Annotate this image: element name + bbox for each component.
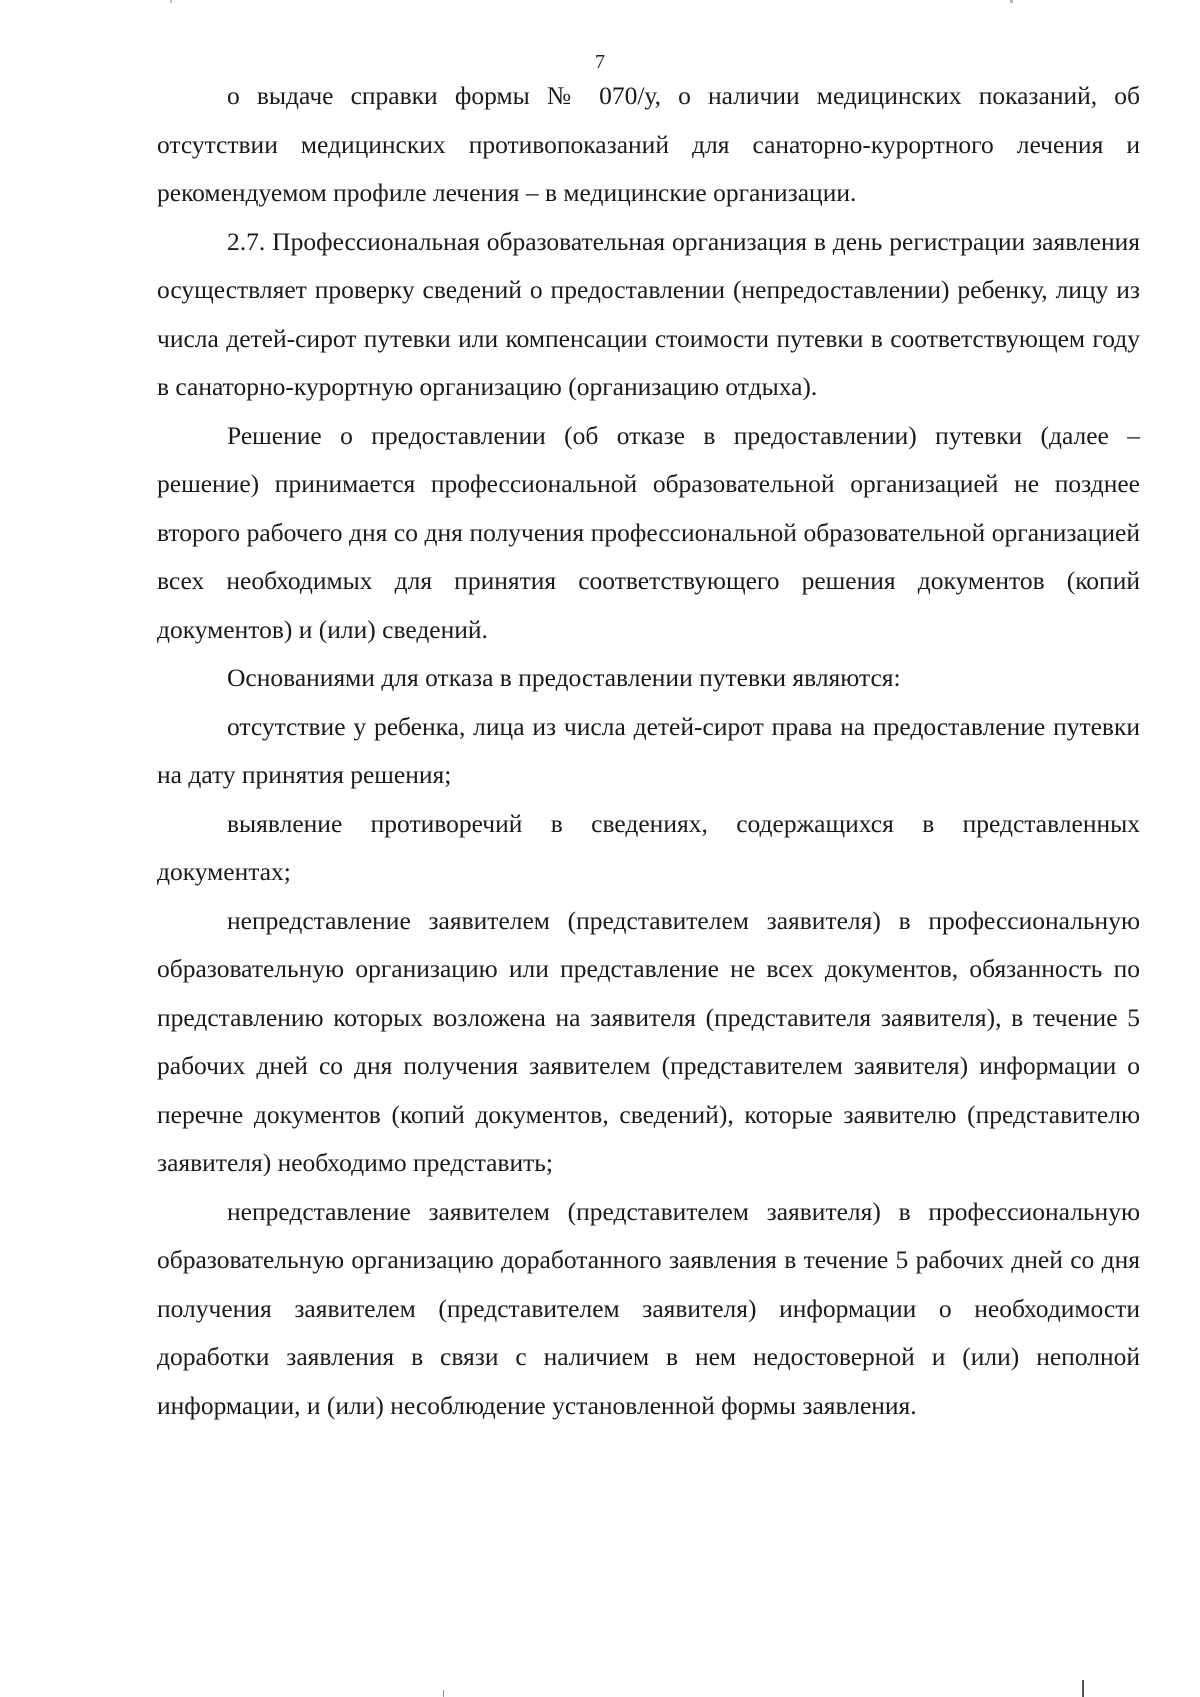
page-number: 7: [595, 51, 605, 73]
list-item-contradictions: выявление противоречий в сведениях, содержащихся в представленных документах;: [157, 808, 1140, 886]
paragraph-intro-continuation: о выдаче справки формы № 070/у, о наличии медицинских показаний, об отсутствии медицинских противопоказаний для санаторно-курортного лечения и рекомендуемом профиле лечения – в медицинские организации.: [157, 81, 1140, 207]
paragraph-refusal-grounds-heading: Основаниями для отказа в предоставлении путевки являются:: [227, 663, 901, 692]
list-item-revised-application-not-submitted: непредставление заявителем (представителем заявителя) в профессиональную образовательную организацию доработанного заявления в течение 5 рабочих дней со дня получения заявителем (представителем заявителя) информации о необходимости доработки заявления в связи с наличием в нем недостоверной и (или) неполной информации, и (или) несоблюдение установленной формы заявления.: [157, 1196, 1140, 1420]
scan-artifact: [1010, 0, 1013, 3]
list-item-no-right: отсутствие у ребенка, лица из числа детей-сирот права на предоставление путевки на дату принятия решения;: [157, 711, 1140, 789]
scan-artifact: [1082, 1680, 1084, 1697]
document-body: [157, 72, 1140, 1430]
list-item-documents-not-submitted: непредставление заявителем (представителем заявителя) в профессиональную образовательную организацию или представление не всех документов, обязанность по представлению которых возложена на заявителя (представителя заявителя), в течение 5 рабочих дней со дня получения заявителем (представителем заявителя) информации о перечне документов (копий документов, сведений), которые заявителю (представителю заявителя) необходимо представить;: [157, 905, 1140, 1177]
paragraph-2-7: 2.7. Профессиональная образовательная организация в день регистрации заявления осуществляет проверку сведений о предоставлении (непредоставлении) ребенку, лицу из числа детей-сирот путевки или компенсации стоимости путевки в соответствующем году в санаторно-курортную организацию (организацию отдыха).: [157, 226, 1140, 401]
scan-artifact: [170, 0, 172, 3]
paragraph-decision: Решение о предоставлении (об отказе в предоставлении) путевки (далее – решение) принимается профессиональной образовательной организацией не позднее второго рабочего дня со дня получения профессиональной образовательной организацией всех необходимых для принятия соответствующего решения документов (копий документов) и (или) сведений.: [157, 420, 1140, 644]
scan-artifact: [443, 1690, 444, 1697]
